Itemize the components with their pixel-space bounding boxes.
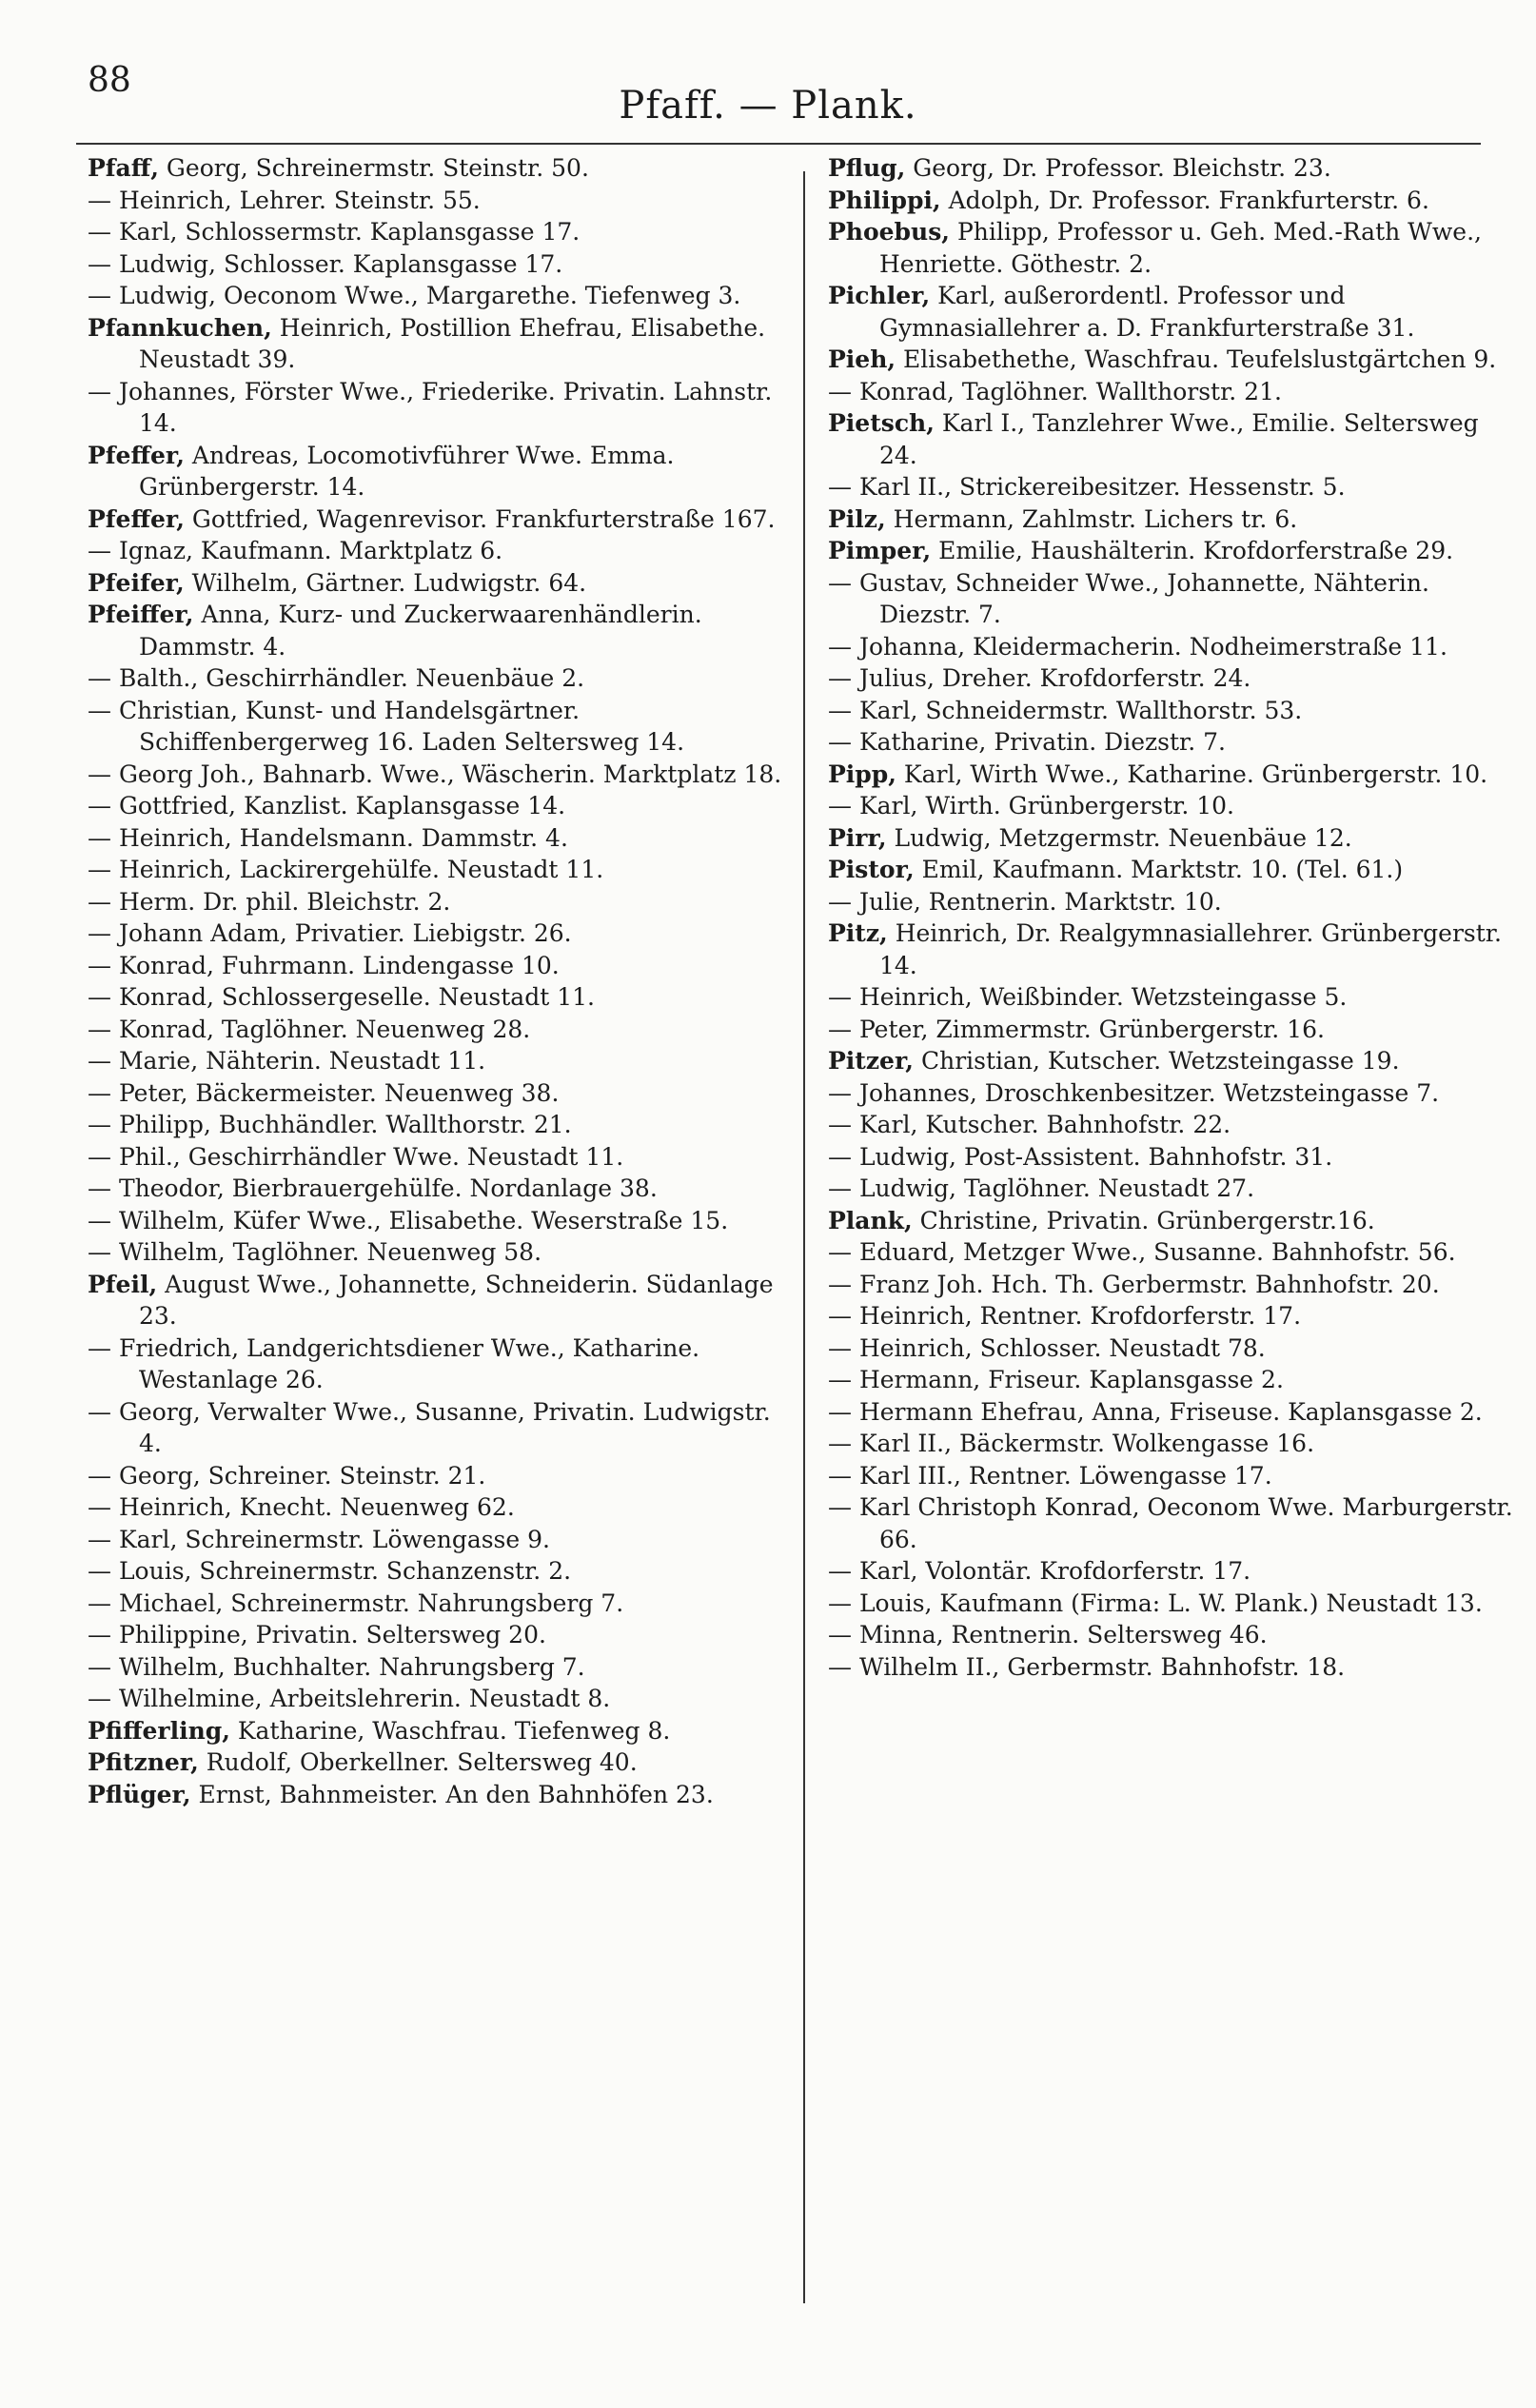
entry-details: Karl, außerordentl. Professor und Gymnasiallehrer a. D. Frankfurterstraße 31. <box>879 282 1415 342</box>
entry-details: — Johannes, Förster Wwe., Friederike. Privatin. Lahnstr. 14. <box>88 377 773 437</box>
entry-details: — Ignaz, Kaufmann. Marktplatz 6. <box>88 537 503 564</box>
directory-entry <box>828 662 1523 695</box>
entry-details: — Heinrich, Weißbinder. Wetzsteingasse 5. <box>828 983 1348 1011</box>
entry-details: — Karl, Schneidermstr. Wallthorstr. 53. <box>828 696 1303 724</box>
entry-surname: Pfitzner, <box>88 1748 199 1776</box>
directory-entry <box>828 1269 1523 1301</box>
directory-entry <box>828 376 1523 408</box>
entry-details: Emil, Kaufmann. Marktstr. 10. (Tel. 61.) <box>914 856 1404 883</box>
directory-entry <box>828 854 1523 886</box>
entry-surname: Pfeil, <box>88 1270 158 1298</box>
entry-details: — Konrad, Schlossergeselle. Neustadt 11. <box>88 983 595 1011</box>
directory-entry <box>828 886 1523 918</box>
directory-entry <box>828 1109 1523 1141</box>
directory-entry <box>828 344 1523 376</box>
entry-details: — Minna, Rentnerin. Seltersweg 46. <box>828 1621 1268 1648</box>
directory-entry <box>88 216 782 248</box>
directory-entry <box>828 1014 1523 1046</box>
entry-surname: Pitz, <box>828 919 888 947</box>
entry-details: — Gottfried, Kanzlist. Kaplansgasse 14. <box>88 792 566 819</box>
directory-entry <box>88 1045 782 1077</box>
directory-entry <box>88 1715 782 1747</box>
directory-entry <box>88 822 782 855</box>
directory-entry <box>828 790 1523 822</box>
directory-entry <box>88 1077 782 1110</box>
entry-details: — Konrad, Taglöhner. Neuenweg 28. <box>88 1015 531 1043</box>
directory-entry <box>88 567 782 600</box>
directory-entry <box>88 1555 782 1588</box>
directory-entry <box>88 790 782 822</box>
directory-entry <box>828 152 1523 185</box>
entry-details: — Karl, Wirth. Grünbergerstr. 10. <box>828 792 1234 819</box>
directory-entry <box>88 185 782 217</box>
entry-details: Andreas, Locomotivführer Wwe. Emma. Grünbergerstr. 14. <box>139 441 675 501</box>
directory-entry <box>828 981 1523 1014</box>
entry-details: Heinrich, Postillion Ehefrau, Elisabethe. Neustadt 39. <box>139 313 766 373</box>
entry-details: — Heinrich, Lackirergehülfe. Neustadt 11. <box>88 856 604 883</box>
directory-entry <box>828 1173 1523 1205</box>
directory-entry <box>828 567 1523 631</box>
entry-surname: Pichler, <box>828 282 931 309</box>
running-head: Pfaff. — Plank. <box>619 84 917 128</box>
directory-entry <box>828 1651 1523 1684</box>
directory-entry <box>828 1460 1523 1492</box>
entry-surname: Pfifferling, <box>88 1716 230 1745</box>
entry-details: — Louis, Schreinermstr. Schanzenstr. 2. <box>88 1557 572 1585</box>
entry-details: — Karl II., Bäckermstr. Wolkengasse 16. <box>828 1430 1315 1457</box>
entry-surname: Pieh, <box>828 345 896 373</box>
entry-details: Christian, Kutscher. Wetzsteingasse 19. <box>914 1047 1400 1075</box>
directory-entry <box>88 1236 782 1269</box>
entry-details: — Karl, Volontär. Krofdorferstr. 17. <box>828 1557 1251 1585</box>
directory-entry <box>828 216 1523 280</box>
directory-entry <box>88 1205 782 1237</box>
entry-details: Heinrich, Dr. Realgymnasiallehrer. Grünbergerstr. 14. <box>879 919 1502 979</box>
entry-surname: Pilz, <box>828 504 886 533</box>
entry-details: — Georg, Schreiner. Steinstr. 21. <box>88 1461 486 1490</box>
directory-entry <box>88 1396 782 1460</box>
entry-details: — Julie, Rentnerin. Marktstr. 10. <box>828 887 1222 916</box>
directory-entry <box>88 1332 782 1396</box>
entry-details: — Peter, Zimmermstr. Grünbergerstr. 16. <box>828 1015 1325 1043</box>
directory-entry <box>828 503 1523 536</box>
entry-details: — Franz Joh. Hch. Th. Gerbermstr. Bahnhofstr. 20. <box>828 1270 1440 1298</box>
directory-entry <box>828 759 1523 791</box>
entry-surname: Pfeiffer, <box>88 601 194 628</box>
entry-surname: Phoebus, <box>828 218 950 246</box>
entry-details: — Julius, Dreher. Krofdorferstr. 24. <box>828 664 1251 692</box>
entry-surname: Pistor, <box>828 856 915 883</box>
directory-entry <box>828 407 1523 471</box>
entry-details: — Balth., Geschirrhändler. Neuenbäue 2. <box>88 664 585 692</box>
entry-details: — Marie, Nähterin. Neustadt 11. <box>88 1047 486 1075</box>
entry-details: — Philippine, Privatin. Seltersweg 20. <box>88 1621 546 1648</box>
directory-entry <box>828 1555 1523 1588</box>
directory-entry <box>88 1779 782 1811</box>
entry-details: — Johannes, Droschkenbesitzer. Wetzsteingasse 7. <box>828 1078 1440 1107</box>
entry-details: — Karl III., Rentner. Löwengasse 17. <box>828 1461 1272 1490</box>
directory-entry <box>828 1491 1523 1555</box>
directory-entry <box>828 185 1523 217</box>
directory-entry <box>828 1045 1523 1077</box>
directory-entry <box>828 471 1523 503</box>
entry-surname: Pietsch, <box>828 409 935 437</box>
directory-entry <box>88 695 782 759</box>
entry-surname: Pflüger, <box>88 1780 191 1808</box>
entry-details: — Eduard, Metzger Wwe., Susanne. Bahnhofstr. 56. <box>828 1238 1456 1266</box>
entry-details: — Konrad, Taglöhner. Wallthorstr. 21. <box>828 377 1282 405</box>
entry-surname: Pipp, <box>828 760 896 788</box>
entry-details: — Heinrich, Lehrer. Steinstr. 55. <box>88 186 481 214</box>
directory-entry <box>828 1428 1523 1460</box>
entry-details: Hermann, Zahlmstr. Lichers tr. 6. <box>885 504 1298 533</box>
directory-entry <box>88 503 782 536</box>
directory-entry <box>88 1014 782 1046</box>
entry-surname: Pfeifer, <box>88 568 185 597</box>
directory-entry <box>88 759 782 791</box>
directory-entry <box>828 918 1523 981</box>
entry-details: Karl I., Tanzlehrer Wwe., Emilie. Seltersweg 24. <box>879 409 1479 469</box>
entry-details: — Peter, Bäckermeister. Neuenweg 38. <box>88 1078 560 1107</box>
entry-details: Georg, Dr. Professor. Bleichstr. 23. <box>905 154 1331 182</box>
entry-details: — Wilhelmine, Arbeitslehrerin. Neustadt 8. <box>88 1685 611 1712</box>
entry-surname: Pitzer, <box>828 1047 915 1075</box>
directory-entry <box>88 1683 782 1715</box>
entry-details: Ludwig, Metzgermstr. Neuenbäue 12. <box>886 823 1352 852</box>
entry-details: Elisabethethe, Waschfrau. Teufelslustgärtchen 9. <box>896 345 1497 373</box>
left-column <box>88 152 782 1810</box>
entry-details: Georg, Schreinermstr. Steinstr. 50. <box>158 154 589 182</box>
directory-entry <box>88 1651 782 1684</box>
directory-entry <box>88 950 782 982</box>
entry-details: — Heinrich, Knecht. Neuenweg 62. <box>88 1493 515 1521</box>
directory-entry <box>88 1141 782 1174</box>
directory-entry <box>828 1236 1523 1269</box>
directory-entry <box>828 1619 1523 1651</box>
entry-surname: Pflug, <box>828 154 906 182</box>
entry-details: — Heinrich, Rentner. Krofdorferstr. 17. <box>828 1302 1302 1330</box>
entry-details: — Heinrich, Schlosser. Neustadt 78. <box>828 1333 1266 1362</box>
header-rule <box>76 143 1481 145</box>
directory-entry <box>88 1269 782 1332</box>
directory-entry <box>828 1588 1523 1620</box>
directory-entry <box>88 1109 782 1141</box>
entry-details: — Wilhelm II., Gerbermstr. Bahnhofstr. 18. <box>828 1652 1346 1681</box>
entry-details: Adolph, Dr. Professor. Frankfurterstr. 6. <box>940 186 1429 214</box>
entry-details: — Karl Christoph Konrad, Oeconom Wwe. Marburgerstr. 66. <box>828 1493 1513 1553</box>
entry-details: — Ludwig, Schlosser. Kaplansgasse 17. <box>88 249 563 278</box>
directory-entry <box>88 248 782 281</box>
entry-details: — Hermann, Friseur. Kaplansgasse 2. <box>828 1366 1284 1393</box>
entry-details: — Wilhelm, Buchhalter. Nahrungsberg 7. <box>88 1652 585 1681</box>
entry-details: — Gustav, Schneider Wwe., Johannette, Nähterin. Diezstr. 7. <box>828 568 1429 628</box>
directory-entry <box>88 854 782 886</box>
directory-entry <box>88 662 782 695</box>
directory-entry <box>828 1205 1523 1237</box>
entry-details: Wilhelm, Gärtner. Ludwigstr. 64. <box>184 568 587 597</box>
entry-details: — Herm. Dr. phil. Bleichstr. 2. <box>88 887 451 916</box>
entry-details: — Wilhelm, Taglöhner. Neuenweg 58. <box>88 1238 542 1266</box>
column-divider <box>803 171 805 2303</box>
entry-details: — Louis, Kaufmann (Firma: L. W. Plank.) Neustadt 13. <box>828 1589 1483 1617</box>
entry-details: Gottfried, Wagenrevisor. Frankfurterstraße 167. <box>184 504 776 533</box>
entry-details: — Karl, Kutscher. Bahnhofstr. 22. <box>828 1111 1231 1138</box>
directory-entry <box>828 1364 1523 1396</box>
entry-details: — Ludwig, Post-Assistent. Bahnhofstr. 31. <box>828 1142 1333 1171</box>
entry-details: — Phil., Geschirrhändler Wwe. Neustadt 11. <box>88 1142 624 1171</box>
directory-entry <box>828 631 1523 663</box>
directory-entry <box>88 1173 782 1205</box>
entry-details: — Michael, Schreinermstr. Nahrungsberg 7. <box>88 1589 624 1617</box>
entry-surname: Pfeffer, <box>88 504 185 533</box>
directory-entry <box>88 1491 782 1524</box>
directory-entry <box>828 280 1523 344</box>
directory-entry <box>828 1300 1523 1332</box>
entry-surname: Pfeffer, <box>88 441 185 469</box>
directory-entry <box>88 1460 782 1492</box>
directory-entry <box>828 1396 1523 1429</box>
entry-details: Christine, Privatin. Grünbergerstr.16. <box>912 1206 1375 1234</box>
entry-surname: Pfannkuchen, <box>88 313 272 342</box>
entry-details: — Philipp, Buchhändler. Wallthorstr. 21. <box>88 1111 572 1138</box>
directory-entry <box>88 1588 782 1620</box>
entry-details: Karl, Wirth Wwe., Katharine. Grünbergerstr. 10. <box>896 760 1488 788</box>
directory-entry <box>88 886 782 918</box>
entry-details: Rudolf, Oberkellner. Seltersweg 40. <box>198 1748 638 1776</box>
entry-details: — Karl II., Strickereibesitzer. Hessenstr. 5. <box>828 473 1346 501</box>
entry-details: August Wwe., Johannette, Schneiderin. Südanlage 23. <box>139 1270 774 1330</box>
entry-surname: Plank, <box>828 1206 913 1234</box>
directory-entry <box>88 280 782 312</box>
directory-entry <box>828 535 1523 567</box>
entry-details: — Johann Adam, Privatier. Liebigstr. 26. <box>88 919 572 947</box>
entry-details: Katharine, Waschfrau. Tiefenweg 8. <box>229 1716 671 1745</box>
directory-entry <box>88 1524 782 1556</box>
entry-surname: Pfaff, <box>88 154 159 182</box>
entry-details: — Christian, Kunst- und Handelsgärtner. Schiffenbergerweg 16. Laden Seltersweg 14. <box>88 696 685 756</box>
right-column <box>828 152 1523 1683</box>
entry-details: — Georg, Verwalter Wwe., Susanne, Privatin. Ludwigstr. 4. <box>88 1397 771 1457</box>
directory-entry <box>88 599 782 662</box>
page-number: 88 <box>88 61 131 100</box>
entry-surname: Pimper, <box>828 537 932 564</box>
directory-entry <box>828 1077 1523 1110</box>
entry-details: — Friedrich, Landgerichtsdiener Wwe., Katharine. Westanlage 26. <box>88 1333 700 1393</box>
entry-surname: Pirr, <box>828 823 887 852</box>
directory-entry <box>828 726 1523 759</box>
entry-details: Philipp, Professor u. Geh. Med.-Rath Wwe., Henriette. Göthestr. 2. <box>879 218 1482 278</box>
entry-details: — Georg Joh., Bahnarb. Wwe., Wäscherin. Marktplatz 18. <box>88 760 782 788</box>
entry-details: — Karl, Schreinermstr. Löwengasse 9. <box>88 1525 550 1553</box>
entry-details: Ernst, Bahnmeister. An den Bahnhöfen 23. <box>190 1780 714 1808</box>
entry-details: — Konrad, Fuhrmann. Lindengasse 10. <box>88 951 560 979</box>
directory-entry <box>88 535 782 567</box>
directory-entry <box>88 440 782 503</box>
entry-details: — Theodor, Bierbrauergehülfe. Nordanlage 38. <box>88 1174 658 1202</box>
entry-details: — Ludwig, Oeconom Wwe., Margarethe. Tiefenweg 3. <box>88 282 741 309</box>
directory-entry <box>88 152 782 185</box>
directory-entry <box>828 1141 1523 1174</box>
directory-entry <box>828 1332 1523 1365</box>
entry-details: — Heinrich, Handelsmann. Dammstr. 4. <box>88 823 568 852</box>
directory-entry <box>88 1747 782 1779</box>
entry-details: — Wilhelm, Küfer Wwe., Elisabethe. Weserstraße 15. <box>88 1206 729 1234</box>
directory-entry <box>828 695 1523 727</box>
entry-details: Anna, Kurz- und Zuckerwaarenhändlerin. Dammstr. 4. <box>139 601 702 661</box>
entry-details: — Karl, Schlossermstr. Kaplansgasse 17. <box>88 218 581 246</box>
directory-entry <box>88 312 782 376</box>
directory-entry <box>88 981 782 1014</box>
entry-surname: Philippi, <box>828 186 941 214</box>
directory-entry <box>828 822 1523 855</box>
entry-details: — Hermann Ehefrau, Anna, Friseuse. Kaplansgasse 2. <box>828 1397 1483 1426</box>
entry-details: — Katharine, Privatin. Diezstr. 7. <box>828 728 1226 756</box>
entry-details: — Ludwig, Taglöhner. Neustadt 27. <box>828 1174 1255 1202</box>
directory-entry <box>88 1619 782 1651</box>
entry-details: Emilie, Haushälterin. Krofdorferstraße 29. <box>931 537 1454 564</box>
entry-details: — Johanna, Kleidermacherin. Nodheimerstraße 11. <box>828 632 1447 661</box>
directory-entry <box>88 918 782 950</box>
directory-entry <box>88 376 782 440</box>
